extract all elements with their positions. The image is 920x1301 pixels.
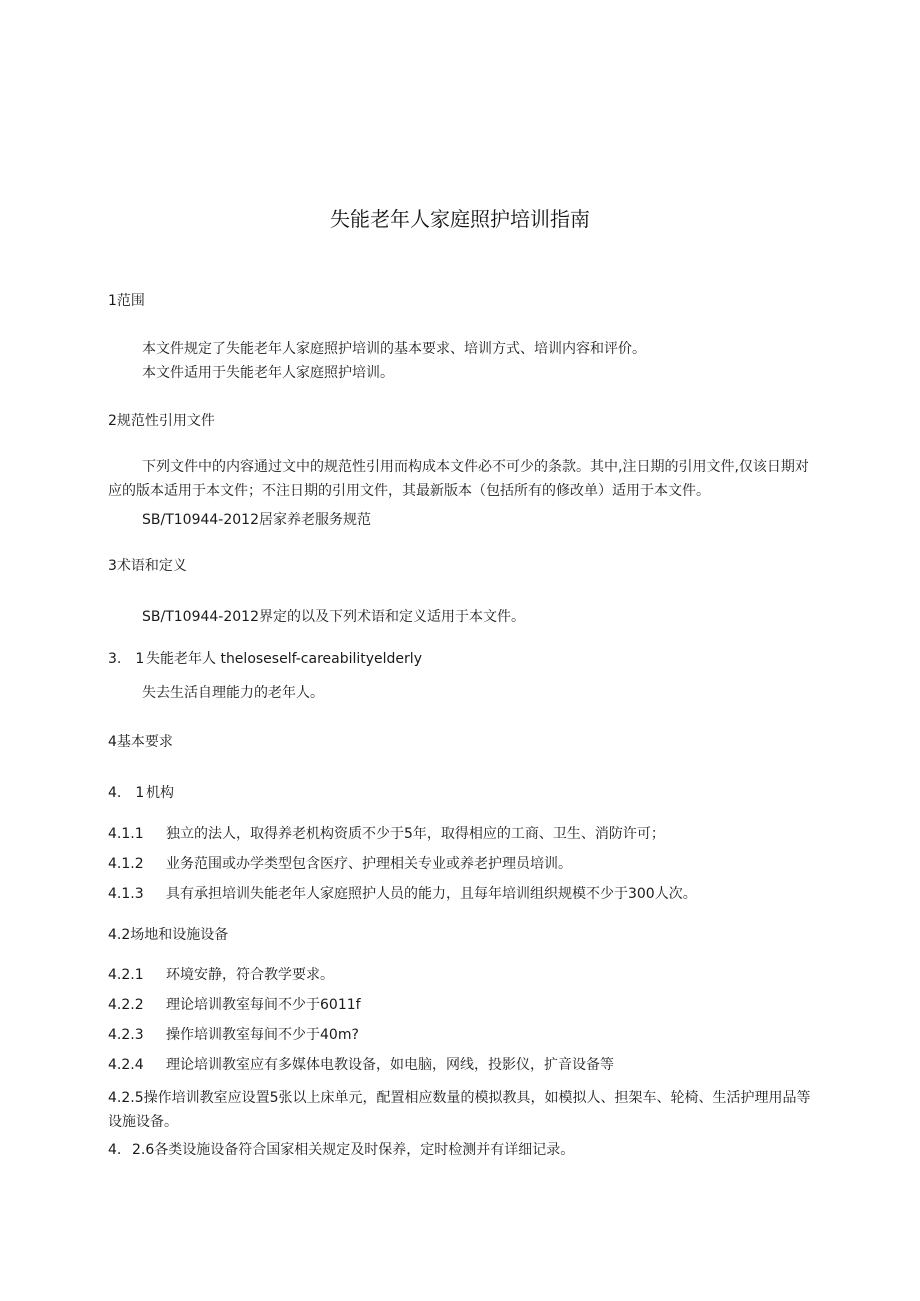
clause-text: 环境安静，符合教学要求。 [166,967,334,983]
section-3-heading: 3术语和定义 [108,558,187,574]
clause-number: 4.1.2 [108,856,144,872]
section-1-heading: 1范围 [108,293,145,309]
section-1-paragraph-1: 本文件规定了失能老年人家庭照护培训的基本要求、培训方式、培训内容和评价。 [142,341,646,357]
subsection-4-2-heading: 4.2场地和设施设备 [108,927,229,943]
clause-text: 理论培训教室每间不少于6011f [166,997,361,1013]
subsection-4-1-label: 机构 [146,785,174,801]
clause-number: 4.2.4 [108,1057,144,1073]
term-definition: 失去生活自理能力的老年人。 [142,685,324,701]
term-name: 失能老年人 theloseself-careabilityelderly [146,651,422,667]
clause-4-2-6-number: 4. [108,1142,122,1158]
term-number: 3. 1 [108,651,145,667]
clause-text: 独立的法人，取得养老机构资质不少于5年，取得相应的工商、卫生、消防许可； [166,826,665,842]
clause-text: 理论培训教室应有多媒体电教设备，如电脑，网线，投影仪，扩音设备等 [166,1057,614,1073]
clause-number: 4.2.1 [108,967,144,983]
section-2-paragraph: 下列文件中的内容通过文中的规范性引用而构成本文件必不可少的条款。其中,注日期的引用文件,仅该日期对应的版本适用于本文件；不注日期的引用文件，其最新版本（包括所有的修改单）适用于本文件。 [108,459,809,499]
section-4-heading: 4基本要求 [108,734,173,750]
section-3-paragraph: SB/T10944-2012界定的以及下列术语和定义适用于本文件。 [142,609,525,625]
clause-number: 4.2.3 [108,1027,144,1043]
section-2-heading: 2规范性引用文件 [108,413,215,429]
clause-4-2-6-text: 2.6各类设施设备符合国家相关规定及时保养，定时检测并有详细记录。 [132,1142,575,1158]
subsection-4-1-number: 4. 1 [108,785,145,801]
normative-reference: SB/T10944-2012居家养老服务规范 [142,512,371,528]
clause-text: 操作培训教室每间不少于40m? [166,1027,359,1043]
clause-text: 具有承担培训失能老年人家庭照护人员的能力，且每年培训组织规模不少于300人次。 [166,886,697,902]
document-title: 失能老年人家庭照护培训指南 [330,207,590,231]
clause-text: 业务范围或办学类型包含医疗、护理相关专业或养老护理员培训。 [166,856,572,872]
clause-number: 4.2.2 [108,997,144,1013]
clause-number: 4.1.3 [108,886,144,902]
clause-4-2-5: 4.2.5操作培训教室应设置5张以上床单元，配置相应数量的模拟教具，如模拟人、担架车、轮椅、生活护理用品等设施设备。 [108,1090,811,1130]
section-1-paragraph-2: 本文件适用于失能老年人家庭照护培训。 [142,365,394,381]
clause-number: 4.1.1 [108,826,144,842]
